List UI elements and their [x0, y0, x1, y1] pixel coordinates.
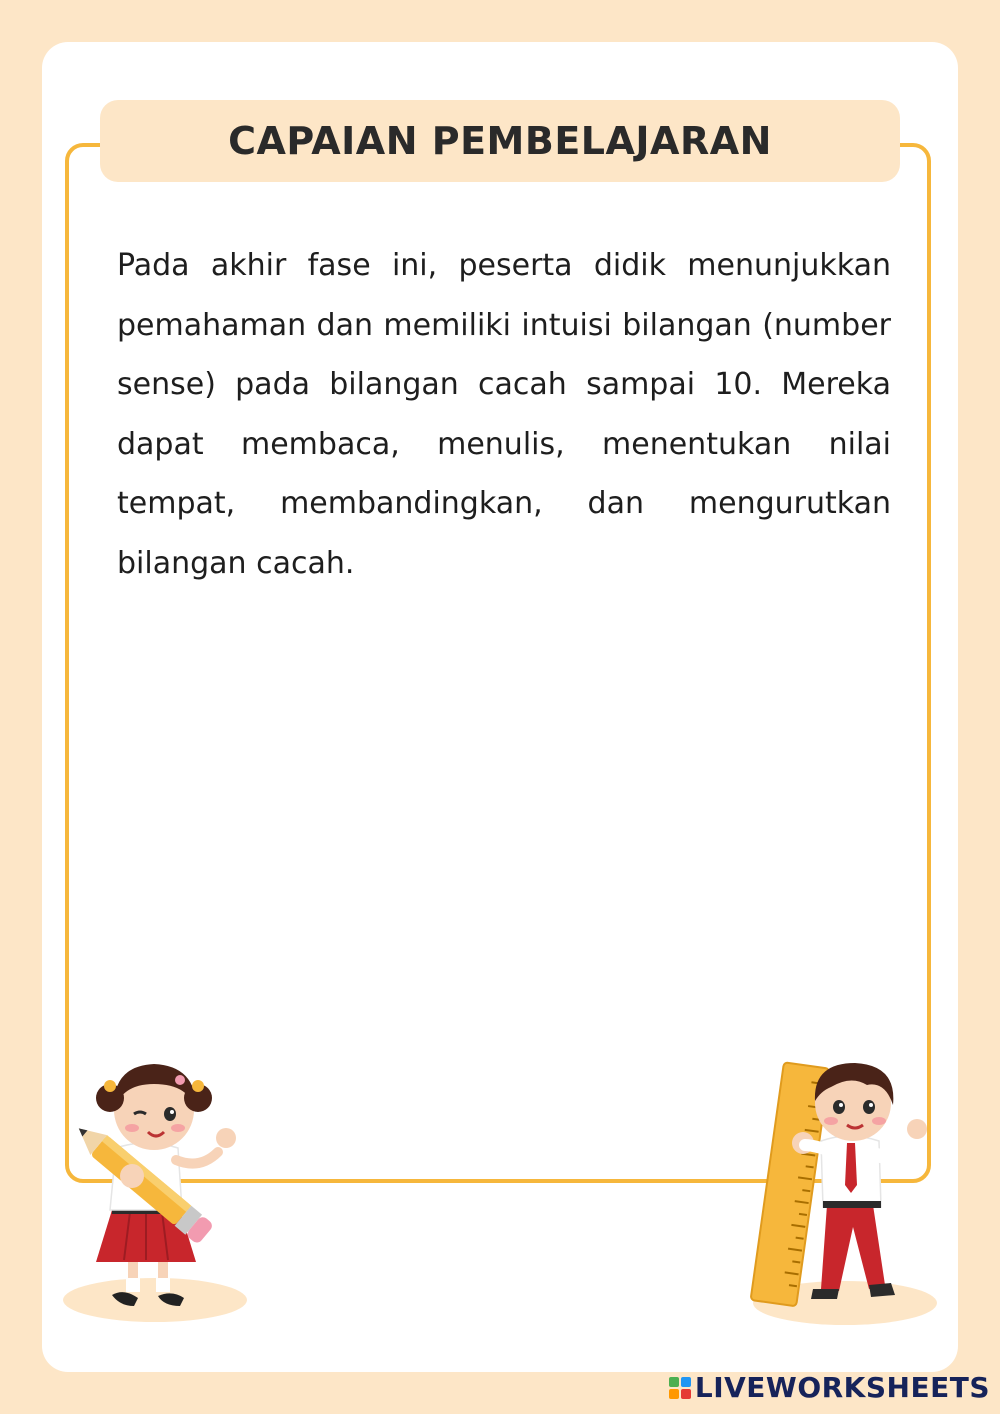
girl-with-pencil-illustration: [50, 1040, 260, 1330]
learning-outcome-paragraph: Pada akhir fase ini, peserta didik menunjukkan pemahaman dan memiliki intuisi bilangan (number sense) pada bilangan cacah sampai 10. Mereka dapat membaca, menulis, menentukan nilai tempat, membandingkan, dan mengurutkan bilangan cacah.: [117, 248, 891, 581]
watermark-text: LIVEWORKSHEETS: [694, 1371, 990, 1404]
title-banner: [100, 100, 900, 182]
liveworksheets-watermark: [669, 1371, 990, 1404]
page-title: CAPAIAN PEMBELAJARAN: [228, 119, 772, 163]
liveworksheets-logo-icon: [669, 1377, 691, 1399]
boy-with-ruler-illustration: [735, 1045, 945, 1335]
